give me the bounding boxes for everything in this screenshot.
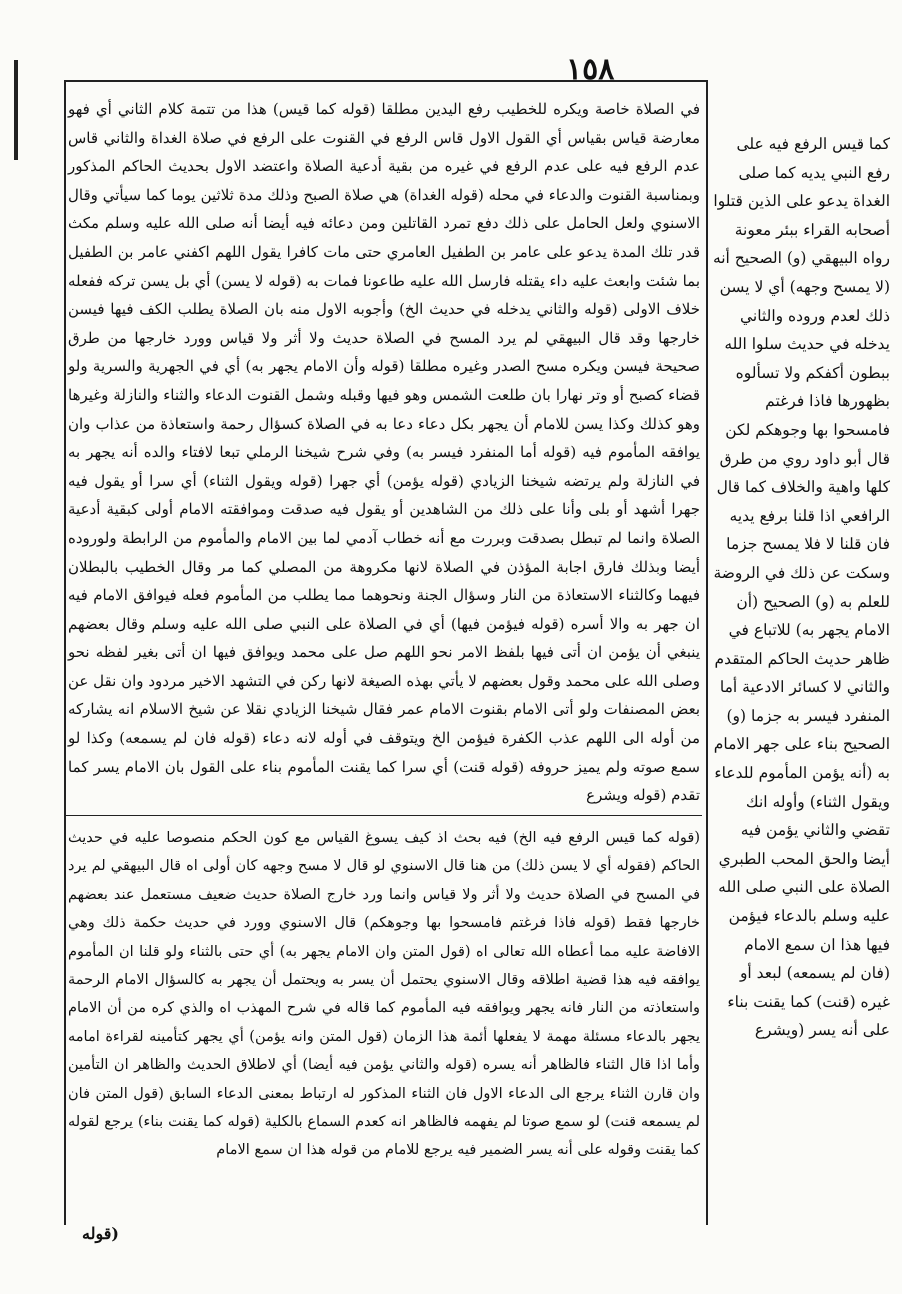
main-commentary — [68, 95, 700, 815]
margin-line-mark — [14, 60, 18, 160]
catchword: (قوله — [82, 1224, 119, 1243]
footnote-commentary-text: (قوله كما قيس الرفع فيه الخ) فيه بحث اذ كيف يسوغ القياس مع كون الحكم منصوصا عليه في حديث الحاكم (فقوله أي لا يسن ذلك) من هنا قال الاسنوي لو قال لا مسح وجهه كان أولى اه قال البيهقي لم يرد في المسح في الصلاة حديث ولا أثر ولا قياس وانما ورد خارج الصلاة حديث ضعيف مستعمل عند بعضهم خارجها فقط (قوله فاذا فرغتم فامسحوا بها وجوهكم) قال الاسنوي وورد في حديث حكمة ذلك وهي الافاضة عليه مما أعطاه الله تعالى اه (قول المتن وان الامام يجهر به) أي حتى بالثناء ولو قلنا ان المأموم يوافقه فيه هذا قضية اطلاقه وقال الاسنوي يحتمل أن يسر به ويحتمل أن يجهر به كالسؤال الامام الرحمة واستعاذته من النار فانه يجهر ويوافقه فيه المأموم كما قاله في شرح المهذب اه والذي كره من أن الامام يجهر بالدعاء مسئلة مهمة لا يفعلها أئمة هذا الزمان (قول المتن وانه يؤمن) أي يجهر كتأمينه لقراءة امامه وأما اذا قال الثناء فالظاهر أنه يسره (قوله والثاني يؤمن فيه أيضا) أي لاطلاق الحديث والظاهر ان التأمين وان قارن الثناء يرجع الى الدعاء الاول فان الثناء المذكور له ارتباط بمعنى الدعاء السابق (قول المتن فان لم يسمعه قنت) لو سمع صوتا لم يفهمه فالظاهر انه كعدم السماع بالكلية (قوله كما يقنت بناء) يرجع لقوله كما يقنت وقوله على أنه يسر الضمير فيه يرجع للامام من قوله هذا ان سمع الامام — [68, 830, 700, 1159]
section-divider — [66, 815, 702, 816]
margin-matn-text: كما قيس الرفع فيه على رفع النبي يديه كما صلى الغداة يدعو على الذين قتلوا أصحابه القراء ببئر معونة رواه البيهقي (و) الصحيح أنه (لا يمسح وجهه) أي لا يسن ذلك لعدم وروده والثاني يدخله في حديث سلوا الله ببطون أكفكم ولا تسألوه بظهورها فاذا فرغتم فامسحوا بها وجوهكم لكن قال أبو داود روي من طرق كلها واهية والخلاف كما قال الرافعي اذا قلنا برفع يديه فان قلنا لا فلا يمسح جزما وسكت عن ذلك في الروضة للعلم به (و) الصحيح (أن الامام يجهر به) للاتباع في ظاهر حديث الحاكم المتقدم والثاني لا كسائر الادعية أما المنفرد فيسر به جزما (و) الصحيح بناء على جهر الامام به (أنه يؤمن المأموم للدعاء ويقول الثناء) وأوله انك تقضي والثاني يؤمن فيه أيضا والحق المحب الطبري الصلاة على النبي صلى الله عليه وسلم بالدعاء فيؤمن فيها هذا ان سمع الامام (فان لم يسمعه) لبعد أو غيره (قنت) كما يقنت بناء على أنه يسر (ويشرع — [712, 135, 890, 1040]
page-number: ١٥٨ — [566, 52, 615, 87]
margin-matn-column — [712, 130, 890, 1170]
main-commentary-text: في الصلاة خاصة ويكره للخطيب رفع اليدين مطلقا (قوله كما قيس) هذا من تتمة كلام الثاني أي فهو معارضة قياس بقياس أي القول الاول قاس الرفع في القنوت على الرفع في صلاة الغداة والثاني قاس عدم الرفع فيه على عدم الرفع في غيره من بقية أدعية الصلاة واعتضد الاول بحديث الحاكم المذكور وبمناسبة القنوت والدعاء في محله (قوله الغداة) هي صلاة الصبح وذلك مدة ثلاثين يوما كما سيأتي وقال الاسنوي ولعل الحامل على ذلك دفع تمرد القاتلين ومن دعائه فيه أيضا أنه صلى الله عليه وسلم مكث قدر تلك المدة يدعو على عامر بن الطفيل العامري حتى مات كافرا يقول اللهم اكفني عامر بن الطفيل بما شئت وابعث عليه داء يقتله فارسل الله عليه طاعونا فمات به (قوله لا يسن) أي بل يسن تركه ففعله خلاف الاولى (قوله والثاني يدخله في حديث الخ) وأجوبه الاول منه بان الصلاة يطلب الكف فيها فيسن خارجها وقد قال البيهقي لم يرد المسح في الصلاة حديث ولا أثر ولا قياس وورد خارجها من طرق صحيحة فيسن ويكره مسح الصدر وغيره مطلقا (قوله وأن الامام يجهر به) أي في الجهرية والسرية ولو قضاء كصبح أو وتر نهارا بان طلعت الشمس وهو فيها وقبله وشمل القنوت الدعاء والثناء والنازلة وغيرها وهو كذلك وكذا يسن للامام أن يجهر بكل دعاء دعا به في الصلاة كسؤال رحمة واستعاذة من عذاب وان يوافقه المأموم فيه (قوله أما المنفرد فيسر به) وفي شرح شيخنا الرملي تبعا لافتاء والده أنه يجهر به في النازلة ولم يرتضه شيخنا الزيادي (قوله يؤمن) أي جهرا (قوله ويقول الثناء) أي سرا أو يقول فيه جهرا أشهد أو بلى وأنا على ذلك من الشاهدين أو يقول فيه صدقت وموافقته الامام أولى كبقية أدعية الصلاة وانما لم تبطل بصدقت وبررت مع أنه خطاب آدمي لما بين الامام والمأموم من الرابطة ولوروده أيضا وبذلك فارق اجابة المؤذن في الصلاة لانها مكروهة من المصلي كما مر وقال الخطيب بالبطلان فيهما وكالثناء الاستعاذة من النار وسؤال الجنة ونحوهما مما يطلب من المأموم فعله فيوافق الامام فيه ان جهر به والا أسره (قوله فيؤمن فيها) أي في الصلاة على النبي صلى الله عليه وسلم وقال بعضهم ينبغي أن يؤمن ان أتى فيها بلفظ الامر نحو اللهم صل على محمد ويوافق فيها ان أتى بغير لفظه نحو وصلى الله على محمد وقول بعضهم لا يأتي بهذه الصيغة لانها ركن في التشهد الاخير مردود وان نقل عن بعض المصنفات ولو أتى الامام بقنوت الامام عمر فقال شيخنا الزيادي نقلا عن شيخ الاسلام انه يشاركه من أوله الى اللهم عذب الكفرة فيؤمن الخ ويتوقف في أوله لانه دعاء (قوله فان لم يسمعه) وكذا لو سمع صوته ولم يميز حروفه (قوله قنت) أي سرا كما يقنت المأموم بناء على القول بان الامام يسر كما تقدم (قوله ويشرع — [68, 100, 700, 805]
footnote-commentary — [68, 824, 700, 1214]
